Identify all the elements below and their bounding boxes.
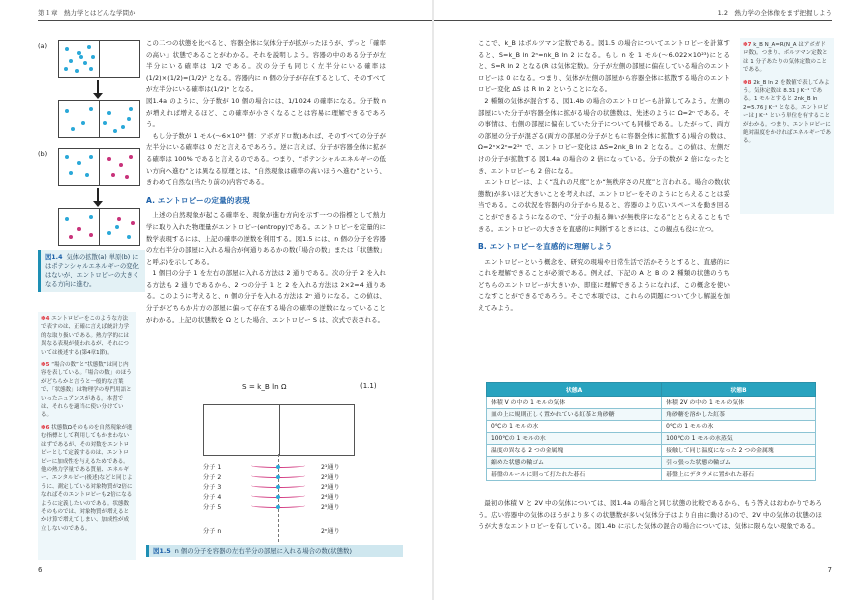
molecule-dot: [276, 485, 280, 489]
header-rule: [434, 20, 832, 21]
panel-label-b: (b): [38, 150, 48, 158]
table-cell: 縮めた状態の輪ゴム: [487, 457, 662, 469]
paragraph: 上述の自然現象が起こる確率を、現象が進む方向を示す一つの指標として熱力学に取り入れた物理量がエントロピー(entropy)である。エントロピーを定量的に数学表現するには、上記の確率の逆数を利用する。図1.5 には、n 個の分子を容器の左右半分の部屋に入れる場合が何通りあるかの数(「場合の数」または「状態数」と呼ぶ)を示してある。: [146, 211, 386, 266]
running-head-right: 1.2 熱力学の全体像をまず把握しよう: [717, 9, 832, 17]
left-body-text: [146, 38, 386, 378]
caption-text: 気体の拡散(a) 単原(b) にはポテンシャルエネルギーの変化はないが、エントロピーの大きくなる方向に進む。: [45, 254, 140, 288]
column-header: 状態B: [662, 383, 816, 397]
container-a-before: [58, 40, 140, 78]
section-title-b: B. エントロピーを直感的に理解しよう: [478, 242, 613, 252]
table-cell: 0℃の 1 モルの水: [487, 421, 662, 433]
table-row: [487, 409, 816, 421]
page-number-right: 7: [827, 566, 832, 574]
container-diagram: [203, 404, 355, 456]
table-cell: 体積 2V の中の 1 モルの気体: [662, 397, 816, 409]
molecule-dot: [276, 465, 280, 469]
molecule-dot: [276, 495, 280, 499]
row-label: 分子 4: [203, 494, 222, 501]
row-label: 分子 1: [203, 464, 222, 471]
table-header-row: [487, 383, 816, 397]
down-arrow-icon: [97, 80, 99, 94]
row-count: 2ⁿ通り: [321, 528, 340, 535]
section-title-a: A. エントロピーの定量的表現: [146, 195, 250, 205]
table-row: [487, 445, 816, 457]
table-cell: 碁盤上にデタラメに置かれた碁石: [662, 469, 816, 481]
figure-1-4: [38, 38, 142, 248]
column-header: 状態A: [487, 383, 662, 397]
container-b-after: [58, 208, 140, 246]
panel-label-a: (a): [38, 42, 48, 50]
table-row: [487, 421, 816, 433]
figure-1-5: [203, 404, 383, 544]
header-rule: [38, 20, 432, 21]
sidenote: ✽4 エントロピーをこのような方法で表すのは、正確に言えば統計力学的な取り扱いである。熱力学的には異なる表現が使われるが、それについては後述する(第4章1節)。: [41, 316, 130, 356]
paragraph: エントロピーは、よく“乱れの尺度”とか“無秩序さの尺度”と言われる。場合の数(状態数)が多いほど大きいことを考えれば、エントロピーをそのようにとらえることは妥当である。この状況を容器内の分子から見ると、容器のより広いスペースを動き回ることができるようになるので、“分子の振る舞いが無秩序になる”ととらえることもできる。エントロピーの大きさを直感的に判断するときには、この観点も役に立つ。: [478, 178, 730, 233]
paragraph: この二つの状態を比べると、容器全体に気体分子が拡がったほうが、ずっと「確率の高い」状態であることがわかる。それを説明しよう。容器の中のある分子が左半分にいる確率は 1/2 である。次の分子も同じく左半分にいる確率は(1/2)×(1/2)=(1/2)² となる。容器内に n 個の分子が存在するとして、そのすべてが左半分にいる確率は(1/2)ⁿ となる。: [146, 39, 386, 94]
table-row: [487, 397, 816, 409]
sidenote: ✽7 k_B N_A=R(N_A はアボガドロ数)。つまり、ボルツマン定数とは 1 分子あたりの気体定数のことである。: [743, 42, 828, 74]
table-cell: 引っ張った状態の輪ゴム: [662, 457, 816, 469]
figure-1-5-caption: 図1.5 n 個の分子を容器の左右半分の部屋に入れる場合の数(状態数): [146, 545, 403, 557]
table-cell: 体積 V の中の 1 モルの気体: [487, 397, 662, 409]
paragraph: 最初の体積 V と 2V 中の気体については、図1.4a の場合と同じ状態の比較であるから、もう答えはおわかりであろう。広い容器中の気体のほうがより多くの状態数が多い(気体分子はより自由に動ける)ので、2V 中の気体の状態のほうが大きなエントロピーを有している。図1.4b に示した気体の混合の場合については、気体に限らない現象である。: [478, 499, 822, 531]
table-cell: 角砂糖を溶かした紅茶: [662, 409, 816, 421]
paragraph: 2 種類の気体が混合する、図1.4b の場合のエントロピーも計算してみよう。左側の部屋にいた分子が容器全体に拡がる場合の状態数は、先述のように Ω=2ⁿ である。その事情は、右側の部屋に偏在していた分子についても同様である。したがって、両方の部屋の分子が混ざる(両方の部屋の分子がともに容器全体に拡散する)場合の数は、Ω=2ⁿ×2ⁿ=2²ⁿ で、エントロピー変化は ΔS=2nk_B ln 2 となる。この値は、左側だけの分子が拡散する 図1.4a の場合の 2 倍になっている。分子の数が 2 倍になったとき、エントロピーも 2 倍になる。: [478, 96, 730, 175]
paragraph: ここで、k_B はボルツマン定数である。図1.5 の場合についてエントロピーを計算すると、S=k_B ln 2ⁿ=nk_B ln 2 になる。もし n を 1 モル(〜6.022×10²³)にとると、S=R ln 2 となる(R は気体定数)。分子が左側の部屋に偏在している場合のエントロピーは 0 になる。つまり、気体が左側の部屋から容器全体に拡散する場合のエントロピー変化 ΔS は R ln 2 ということになる。: [478, 39, 730, 94]
table-cell: 100℃の 1 モルの水: [487, 433, 662, 445]
table-cell: 皿の上に規則正しく置かれている紅茶と角砂糖: [487, 409, 662, 421]
sidenote: ✽6 状態数Ωそのものを自然現象が進む指標として利用してもかまわないはずであるが、その対数をエントロピーとして定義するのは、エントロピーに加成性を与えるためである。他の熱力学量である質量、エネルギー、エンタルピー(後述)などと同じように、測定している対象物質が2倍になればそのエントロピーも2倍になるように定義したいのである。状態数そのものでは、対象物質が増えるとかけ算で増えてしまい、加成性が成立しないのである。: [41, 424, 133, 532]
row-label: 分子 2: [203, 474, 222, 481]
table-cell: 0℃の 1 モルの氷: [662, 421, 816, 433]
row-label: 分子 3: [203, 484, 222, 491]
table-row: [487, 433, 816, 445]
container-b-before: [58, 148, 140, 186]
table-cell: 温度の異なる 2 つの金属塊: [487, 445, 662, 457]
left-page: [0, 0, 432, 600]
table-row: [487, 469, 816, 481]
row-label: 分子 5: [203, 504, 222, 511]
right-page: [434, 0, 866, 600]
states-table: [486, 382, 816, 481]
sidenotes-right: [740, 38, 834, 214]
table-cell: 接触して同じ温度になった 2 つの金属塊: [662, 445, 816, 457]
caption-number: 図1.4: [45, 254, 63, 261]
down-arrow-icon: [97, 188, 99, 202]
equation-number: (1.1): [360, 382, 377, 390]
molecule-dot: [276, 505, 280, 509]
right-body-text: [478, 38, 730, 368]
table-cell: 100℃の 1 モルの水蒸気: [662, 433, 816, 445]
page-number-left: 6: [38, 566, 43, 574]
table-row: [487, 457, 816, 469]
row-count: 2⁴通り: [321, 494, 340, 501]
row-label: 分子 n: [203, 528, 222, 535]
container-a-after: [58, 100, 140, 138]
right-closing-text: [478, 498, 822, 564]
row-count: 2⁵通り: [321, 504, 340, 511]
paragraph: 図1.4a のように、分子数が 10 個の場合には、1/1024 の確率になる。分子数 n が増えれば増えるほど、この確率が小さくなることは容易に理解できるであろう。: [146, 96, 386, 129]
row-count: 2¹通り: [321, 464, 340, 471]
paragraph: もし分子数が 1 モル(〜6×10²³ 個：アボガドロ数)あれば、そのすべての分子が左半分にいる確率は 0 だと言えるであろう。逆に言えば、分子が容器全体に拡がる確率は 100% であると言えるのである。つまり、“ポテンシャルエネルギーの低い方向へ進む”とは異なる原理とは、“自然現象は確率の高いほうへ進む”という、きわめて自然な(当たり前の)内容である。: [146, 131, 386, 187]
molecule-dot: [276, 475, 280, 479]
sidenote: ✽5 “場合の数”と“状態数”は同じ内容を表している。「場合の数」のほうがどちらかと言うと一般的な言葉で、「状態数」は物理学の専門用語といったニュアンスがある。本書では、それらを適当に使い分けている。: [41, 362, 132, 419]
sidenote: ✽8 2k_B ln 2 を数値で表してみよう。気体定数は 8.31 J K⁻¹ である。1 モルとすると 2nk_B ln 2=5.76 J K⁻¹ となる。エントロピーは J K⁻¹ という単位を有することがわかる。つまり、エントロピーに絶対温度をかければエネルギーである。: [743, 79, 832, 145]
running-head-left: 第１章 熱力学とはどんな学問か: [38, 9, 136, 17]
table-cell: 碁盤のルールに則って打たれた碁石: [487, 469, 662, 481]
row-count: 2³通り: [321, 484, 340, 491]
figure-1-4-caption: [38, 250, 145, 292]
row-count: 2²通り: [321, 474, 340, 481]
paragraph: エントロピーという概念を、研究の現場や日常生活で活かそうとすると、直感的にこれを理解できることが必須である。例えば、下記の A と B の 2 種類の状態のうちどちらのエントロピーが大きいか、即座に理解できるようになれば、この概念を使いこなすことができるであろう。そこで本項では、これらの問題について少し解説を加えてみよう。: [478, 257, 730, 313]
paragraph: 1 個目の分子 1 を左右の部屋に入れる方法は 2 通りである。次の分子 2 を入れる方法も 2 通りであるから、2 つの分子 1 と 2 を入れる方法は 2×2=4 通りある。このように考えると、n 個の分子を入れる方法は 2ⁿ 通りになる。この値は、分子がどちらか片方の部屋に偏って存在する場合の確率の逆数になっていることがわかる。上記の状態数を Ω とした場合、エントロピー S は、次式で表される。: [146, 269, 386, 324]
sidenotes-left: [38, 312, 136, 560]
equation-1-1: S = k_B ln Ω: [242, 382, 287, 391]
